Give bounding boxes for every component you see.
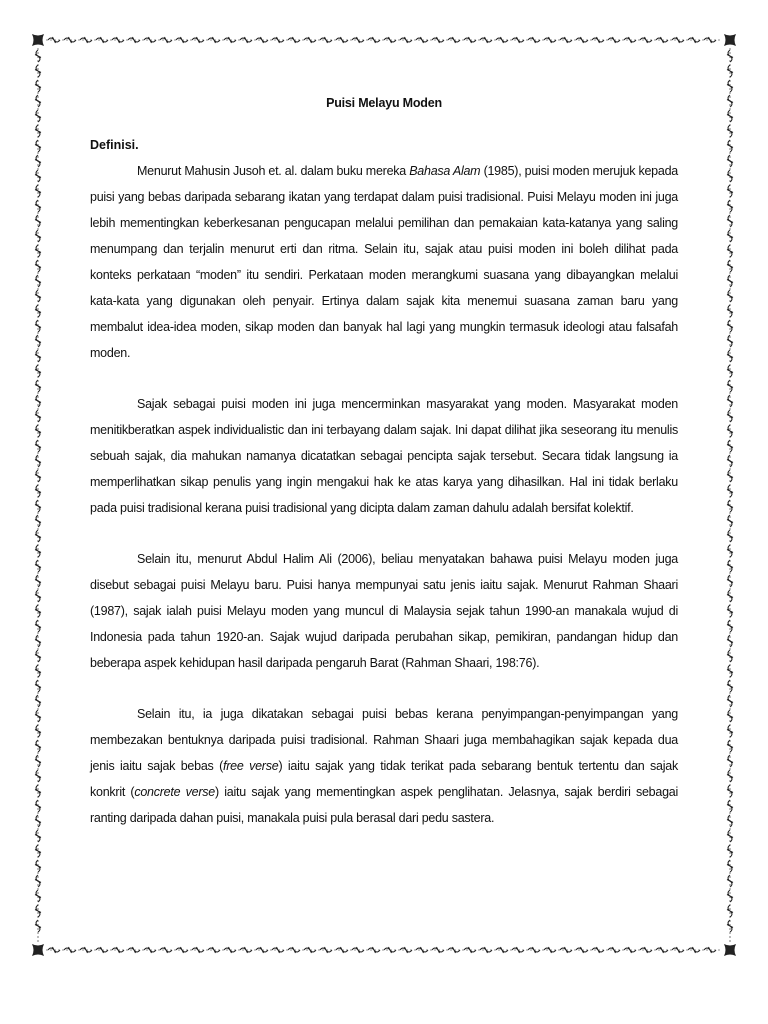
- vine-motif: [35, 725, 41, 737]
- vine-motif: [727, 665, 733, 677]
- vine-motif: [727, 305, 733, 317]
- corner-ornament: [32, 34, 44, 46]
- body-paragraph-2: [90, 391, 678, 521]
- border-bottom-edge: [46, 947, 722, 953]
- vine-motif: [727, 785, 733, 797]
- document-body: [90, 158, 678, 831]
- italic-text: concrete verse: [134, 785, 215, 799]
- vine-motif: [727, 845, 733, 857]
- vine-motif: [727, 365, 733, 377]
- vine-motif: [35, 185, 41, 197]
- vine-motif: [35, 365, 41, 377]
- vine-motif: [35, 845, 41, 857]
- vine-motif: [35, 65, 41, 77]
- border-top-edge: [46, 37, 722, 43]
- vine-motif: [727, 545, 733, 557]
- vine-motif: [35, 605, 41, 617]
- section-heading: Definisi.: [90, 138, 139, 152]
- vine-motif: [727, 485, 733, 497]
- border-left-edge: [35, 48, 41, 942]
- vine-motif: [35, 425, 41, 437]
- vine-motif: [727, 425, 733, 437]
- text-run: Menurut Mahusin Jusoh et. al. dalam buku mereka: [137, 164, 410, 178]
- vine-motif: [35, 905, 41, 917]
- border-right-edge: [727, 48, 733, 942]
- body-paragraph-1: [90, 158, 678, 366]
- document-title: Puisi Melayu Moden: [326, 96, 442, 110]
- vine-motif: [727, 125, 733, 137]
- vine-motif: [35, 545, 41, 557]
- text-run: (1985), puisi moden merujuk kepada puisi yang bebas daripada sebarang ikatan yang terdapat dalam puisi tradisional. Puisi Melayu moden ini juga lebih mementingkan keberkesanan pengucapan melalui pemilihan dan pemakaian kata-katanya yang saling menumpang dan terjalin menurut erti dan ritma. Selain itu, sajak atau puisi moden ini boleh dilihat pada konteks perkataan “moden” itu sendiri. Perkataan moden merangkumi suasana yang dibayangkan melalui kata-kata yang digunakan oleh penyair. Ertinya dalam sajak kita menemui suasana zaman baru yang membalut idea-idea moden, sikap moden dan banyak hal lagi yang mungkin termasuk ideologi atau falsafah moden.: [90, 164, 678, 360]
- vine-motif: [727, 725, 733, 737]
- vine-motif: [35, 125, 41, 137]
- text-run: Sajak sebagai puisi moden ini juga mencerminkan masyarakat yang moden. Masyarakat moden menitikberatkan aspek individualistic dan ini terbayang dalam sajak. Ini dapat dilihat jika seseorang itu menulis sebuah sajak, dia mahukan namanya dicatatkan sebagai pencipta sajak tersebut. Secara tidak langsung ia memperlihatkan sikap penulis yang ingin mengakui hak ke atas karya yang dihasilkan. Hal ini tidak berlaku pada puisi tradisional kerana puisi tradisional yang dicipta dalam zaman dahulu adalah bersifat kolektif.: [90, 397, 678, 515]
- text-run: Selain itu, ia juga dikatakan sebagai puisi bebas kerana penyimpangan-penyimpangan yang membezakan bentuknya daripada puisi tradisional. Rahman Shaari juga membahagikan sajak kepada dua jenis iaitu sajak bebas (: [90, 707, 678, 773]
- body-paragraph-3: [90, 546, 678, 676]
- body-paragraph-4: [90, 701, 678, 831]
- vine-motif: [35, 305, 41, 317]
- document-page: [90, 96, 678, 856]
- vine-motif: [727, 605, 733, 617]
- corner-ornament: [724, 944, 736, 956]
- italic-text: Bahasa Alam: [409, 164, 481, 178]
- vine-motif: [727, 245, 733, 257]
- corner-ornament: [724, 34, 736, 46]
- text-run: ) iaitu sajak yang tidak terikat pada sebarang bentuk tertentu dan sajak konkrit (: [90, 759, 678, 799]
- text-run: Selain itu, menurut Abdul Halim Ali (2006), beliau menyatakan bahawa puisi Melayu moden juga disebut sebagai puisi Melayu baru. Puisi hanya mempunyai satu jenis iaitu sajak. Menurut Rahman Shaari (1987), sajak ialah puisi Melayu moden yang muncul di Malaysia sejak tahun 1990-an manakala wujud di Indonesia pada tahun 1920-an. Sajak wujud daripada perubahan sikap, pemikiran, pandangan hidup dan beberapa aspek kehidupan hasil daripada pengaruh Barat (Rahman Shaari, 198:76).: [90, 552, 678, 670]
- vine-motif: [727, 185, 733, 197]
- vine-motif: [35, 785, 41, 797]
- vine-motif: [35, 485, 41, 497]
- corner-ornament: [32, 944, 44, 956]
- vine-motif: [727, 65, 733, 77]
- vine-motif: [35, 245, 41, 257]
- vine-motif: [727, 905, 733, 917]
- text-run: ) iaitu sajak yang mementingkan aspek penglihatan. Jelasnya, sajak berdiri sebagai ranting daripada dahan puisi, manakala puisi pula berasal dari pedu sastera.: [90, 785, 679, 825]
- italic-text: free verse: [223, 759, 279, 773]
- vine-motif: [35, 665, 41, 677]
